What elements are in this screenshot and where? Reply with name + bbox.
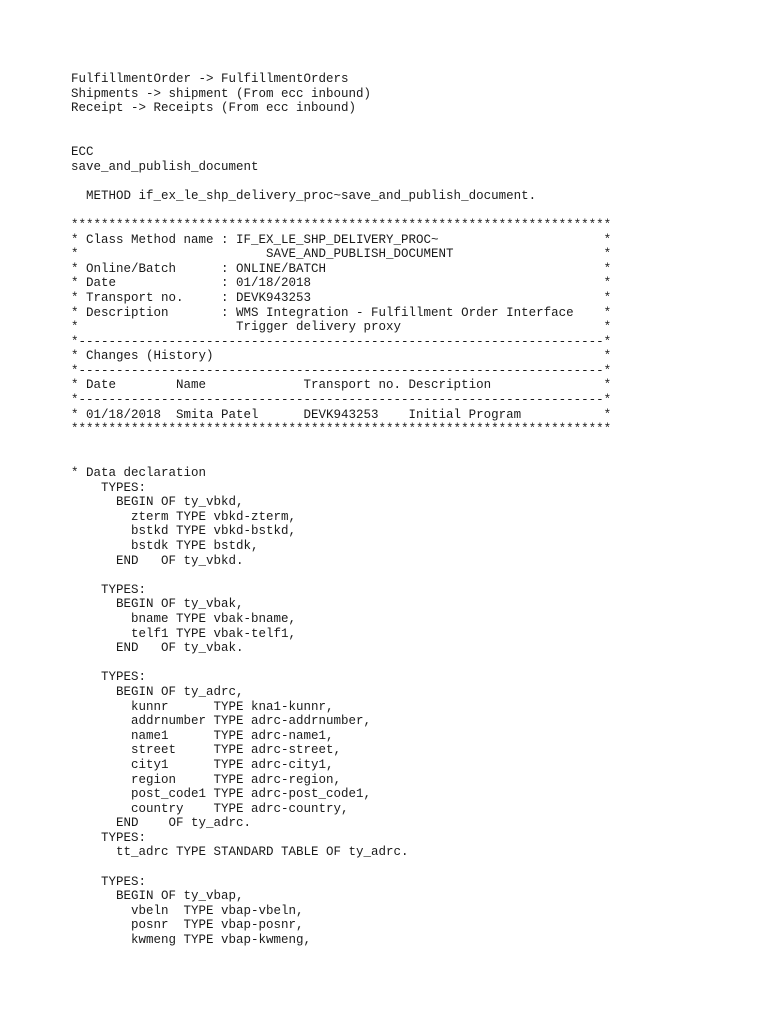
context-notes: ECC save_and_publish_document [71, 144, 259, 174]
spacer [71, 174, 761, 189]
method-declaration: METHOD if_ex_le_shp_delivery_proc~save_and_publish_document. [71, 188, 537, 203]
header-comment-block: ************************************************************************ * Class Method name : IF_EX_LE_SHP_DELIVERY_PROC~ * * SAVE_AND_PUBLISH_DOCUMENT * * Online/Batch : ONLINE/BATCH * * Date : 01/18/2018 * * Transport no. : DEVK943253 * * Description : WMS Integration - Fulfillment Order Interface * * Trigger delivery proxy * *----------------------------------------------------------------------* * Changes (History) * *----------------------------------------------------------------------* * Date Name Transport no. Description * *----------------------------------------------------------------------* * 01/18/2018 Smita Patel DEVK943253 Initial Program * ************************************************************************ [71, 217, 612, 437]
spacer [71, 116, 761, 145]
spacer [71, 203, 761, 218]
code-document [71, 72, 761, 1017]
spacer [71, 437, 761, 466]
data-declarations: * Data declaration TYPES: BEGIN OF ty_vbkd, zterm TYPE vbkd-zterm, bstkd TYPE vbkd-bstkd, bstdk TYPE bstdk, END OF ty_vbkd. TYPES: BEGIN OF ty_vbak, bname TYPE vbak-bname, telf1 TYPE vbak-telf1, END OF ty_vbak. TYPES: BEGIN OF ty_adrc, kunnr TYPE kna1-kunnr, addrnumber TYPE adrc-addrnumber, name1 TYPE adrc-name1, street TYPE adrc-street, city1 TYPE adrc-city1, region TYPE adrc-region, post_code1 TYPE adrc-post_code1, country TYPE adrc-country, END OF ty_adrc. TYPES: tt_adrc TYPE STANDARD TABLE OF ty_adrc. TYPES: BEGIN OF ty_vbap, vbeln TYPE vbap-vbeln, posnr TYPE vbap-posnr, kwmeng TYPE vbap-kwmeng, [71, 466, 409, 948]
mapping-notes: FulfillmentOrder -> FulfillmentOrders Shipments -> shipment (From ecc inbound) Receipt -> Receipts (From ecc inbound) [71, 72, 372, 116]
